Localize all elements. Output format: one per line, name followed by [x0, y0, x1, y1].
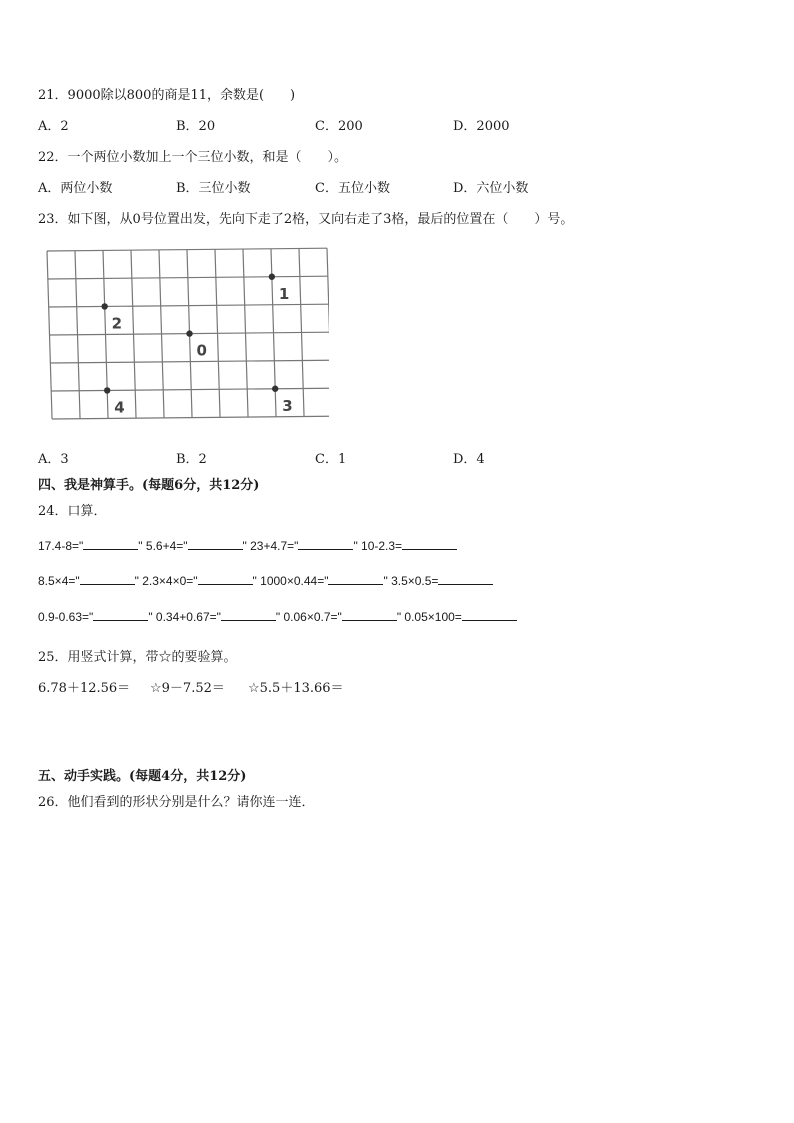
q23-option-c: C．1 — [315, 452, 347, 467]
calc-expr: " 0.05×100= — [396, 610, 462, 624]
answer-blank[interactable] — [438, 573, 493, 585]
question-24-stem: 24．口算． — [38, 504, 107, 519]
vertical-calc-item-2: ☆9－7.52＝ — [150, 681, 225, 696]
answer-blank[interactable] — [402, 538, 457, 550]
answer-blank[interactable] — [342, 609, 397, 621]
calc-expr: " 23+4.7=" — [242, 539, 299, 553]
answer-blank[interactable] — [188, 538, 243, 550]
answer-blank[interactable] — [298, 538, 353, 550]
position-grid-figure — [43, 245, 329, 427]
calc-expr: " 3.5×0.5= — [383, 574, 439, 588]
question-21-stem: 21．9000除以800的商是11，余数是( ) — [38, 88, 296, 103]
calc-expr: " 2.3×4×0=" — [134, 574, 198, 588]
grid-point-0 — [186, 330, 192, 336]
grid-point-label: 4 — [114, 398, 125, 417]
section-5-heading: 五、动手实践。(每题4分，共12分) — [38, 769, 247, 784]
mental-math-row-3 — [38, 609, 517, 624]
grid-point-label: 1 — [278, 284, 290, 303]
vertical-calc-item-3: ☆5.5＋13.66＝ — [248, 681, 344, 696]
calc-expr: " 10-2.3= — [353, 539, 403, 553]
q22-option-a: A．两位小数 — [38, 181, 113, 196]
q22-option-c: C．五位小数 — [315, 181, 390, 196]
q21-option-a: A．2 — [38, 119, 69, 134]
answer-blank[interactable] — [198, 573, 253, 585]
grid-point-label: 0 — [196, 341, 207, 360]
q21-option-b: B．20 — [176, 119, 216, 134]
q21-option-c: C．200 — [315, 119, 363, 134]
question-26-stem: 26．他们看到的形状分别是什么？请你连一连． — [38, 795, 315, 810]
q23-option-b: B．2 — [176, 452, 207, 467]
calc-expr: " 0.06×0.7=" — [275, 610, 342, 624]
answer-blank[interactable] — [328, 573, 383, 585]
question-22-stem: 22．一个两位小数加上一个三位小数，和是（ ）。 — [38, 150, 348, 165]
section-4-heading: 四、我是神算手。(每题6分，共12分) — [38, 478, 260, 493]
answer-blank[interactable] — [93, 609, 148, 621]
answer-blank[interactable] — [221, 609, 276, 621]
q21-option-d: D．2000 — [453, 119, 510, 134]
calc-expr: 17.4-8=" — [38, 539, 84, 553]
mental-math-row-1 — [38, 538, 457, 553]
q23-option-a: A．3 — [38, 452, 69, 467]
grid-point-1 — [269, 274, 275, 280]
calc-expr: 8.5×4=" — [38, 574, 80, 588]
calc-expr: " 1000×0.44=" — [252, 574, 329, 588]
calc-expr: " 0.34+0.67=" — [148, 610, 221, 624]
grid-point-label: 3 — [282, 396, 293, 415]
calc-expr: " 5.6+4=" — [138, 539, 188, 553]
question-25-stem: 25．用竖式计算，带☆的要验算。 — [38, 650, 237, 665]
q22-option-b: B．三位小数 — [176, 181, 251, 196]
grid-point-label: 2 — [111, 314, 123, 333]
q23-option-d: D．4 — [453, 452, 485, 467]
answer-blank[interactable] — [80, 573, 135, 585]
grid-points — [101, 274, 292, 417]
grid-point-3 — [272, 386, 278, 392]
question-23-stem: 23．如下图，从0号位置出发，先向下走了2格，又向右走了3格，最后的位置在（ ）号。 — [38, 212, 574, 227]
answer-blank[interactable] — [83, 538, 138, 550]
q22-option-d: D．六位小数 — [453, 181, 529, 196]
answer-blank[interactable] — [462, 609, 517, 621]
mental-math-row-2 — [38, 573, 493, 588]
vertical-calc-item-1: 6.78＋12.56＝ — [38, 681, 131, 696]
calc-expr: 0.9-0.63=" — [38, 610, 94, 624]
grid-point-4 — [104, 387, 110, 393]
grid-point-2 — [101, 303, 107, 309]
